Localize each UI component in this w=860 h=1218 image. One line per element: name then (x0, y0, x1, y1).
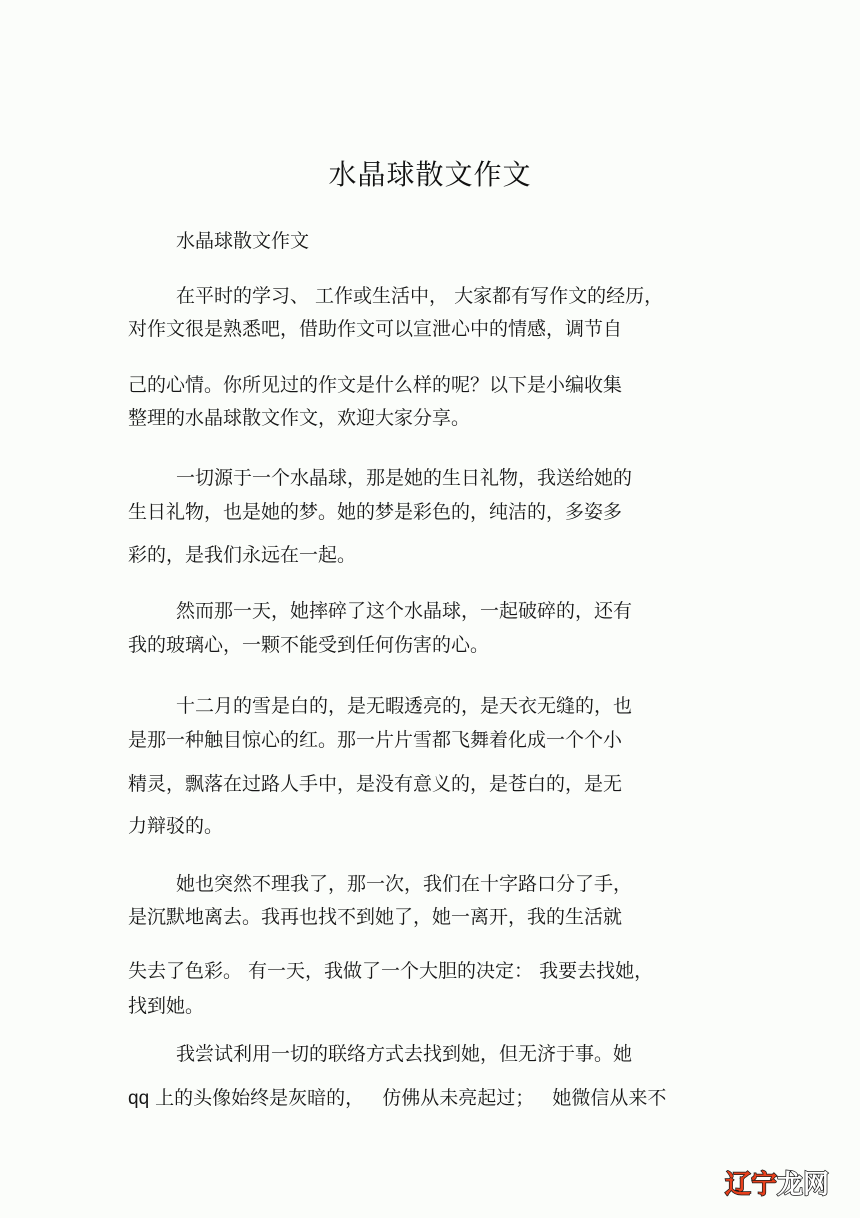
line-text: 是那一种触目惊心的红。那一片片雪都飞舞着化成一个个小 (128, 729, 623, 751)
line-text: 十二月的雪是白的，是无暇透亮的，是天衣无缝的，也 (176, 695, 633, 717)
paragraph-line (128, 1085, 666, 1112)
paragraph-line (128, 993, 204, 1019)
line-text: 找到她。 (128, 995, 205, 1017)
line-text: 在平时的学习、 工作或生活中， 大家都有写作文的经历， (176, 285, 664, 307)
line-text: 上的头像始终是灰暗的， 仿佛从未亮起过； 她微信从来不 (149, 1087, 667, 1109)
line-text: 对作文很是熟悉吧，借助作文可以宣泄心中的情感，调节自 (128, 318, 623, 340)
paragraph-line (128, 499, 622, 525)
paragraph-line (176, 693, 632, 719)
line-text: 整理的水晶球散文作文，欢迎大家分享。 (128, 407, 471, 429)
watermark-text-red: 辽宁 (725, 1170, 778, 1200)
document-subtitle: 水晶球散文作文 (176, 230, 310, 252)
paragraph-line (128, 958, 653, 984)
line-text: 是沉默地离去。我再也找不到她了，她一离开，我的生活就 (128, 906, 623, 928)
paragraph-line (128, 771, 622, 797)
line-text: 彩的，是我们永远在一起。 (128, 544, 357, 566)
paragraph-line (128, 316, 622, 342)
paragraph-line (128, 372, 622, 398)
line-text: 力辩驳的。 (128, 815, 224, 837)
paragraph-line (176, 1041, 632, 1067)
line-text: 精灵，飘落在过路人手中，是没有意义的，是苍白的，是无 (128, 773, 623, 795)
line-text: 我的玻璃心，一颗不能受到任何伤害的心。 (128, 634, 490, 656)
line-text: 我尝试利用一切的联络方式去找到她，但无济于事。她 (176, 1043, 633, 1065)
paragraph-line (176, 598, 632, 624)
paragraph-line (128, 727, 622, 753)
line-text: 失去了色彩。 有一天，我做了一个大胆的决定： 我要去找她， (128, 960, 654, 982)
watermark-text-white: 龙网 (777, 1170, 830, 1200)
line-text: 一切源于一个水晶球，那是她的生日礼物，我送给她的 (176, 467, 633, 489)
line-text: 然而那一天，她摔碎了这个水晶球，一起破碎的，还有 (176, 600, 633, 622)
paragraph-line (176, 283, 663, 309)
site-watermark-logo (725, 1167, 829, 1203)
paragraph-line (128, 813, 223, 839)
latin-prefix: qq (128, 1088, 150, 1109)
line-text: 她也突然不理我了，那一次，我们在十字路口分了手， (176, 873, 633, 895)
line-text: 己的心情。你所见过的作文是什么样的呢？以下是小编收集 (128, 374, 623, 396)
document-title: 水晶球散文作文 (328, 158, 532, 191)
paragraph-line (176, 465, 632, 491)
paragraph-line (128, 405, 470, 431)
paragraph-line (128, 632, 489, 658)
paragraph-line (176, 871, 632, 897)
paragraph-line (128, 904, 622, 930)
paragraph-line (128, 542, 356, 568)
line-text: 生日礼物，也是她的梦。她的梦是彩色的，纯洁的，多姿多 (128, 501, 623, 523)
